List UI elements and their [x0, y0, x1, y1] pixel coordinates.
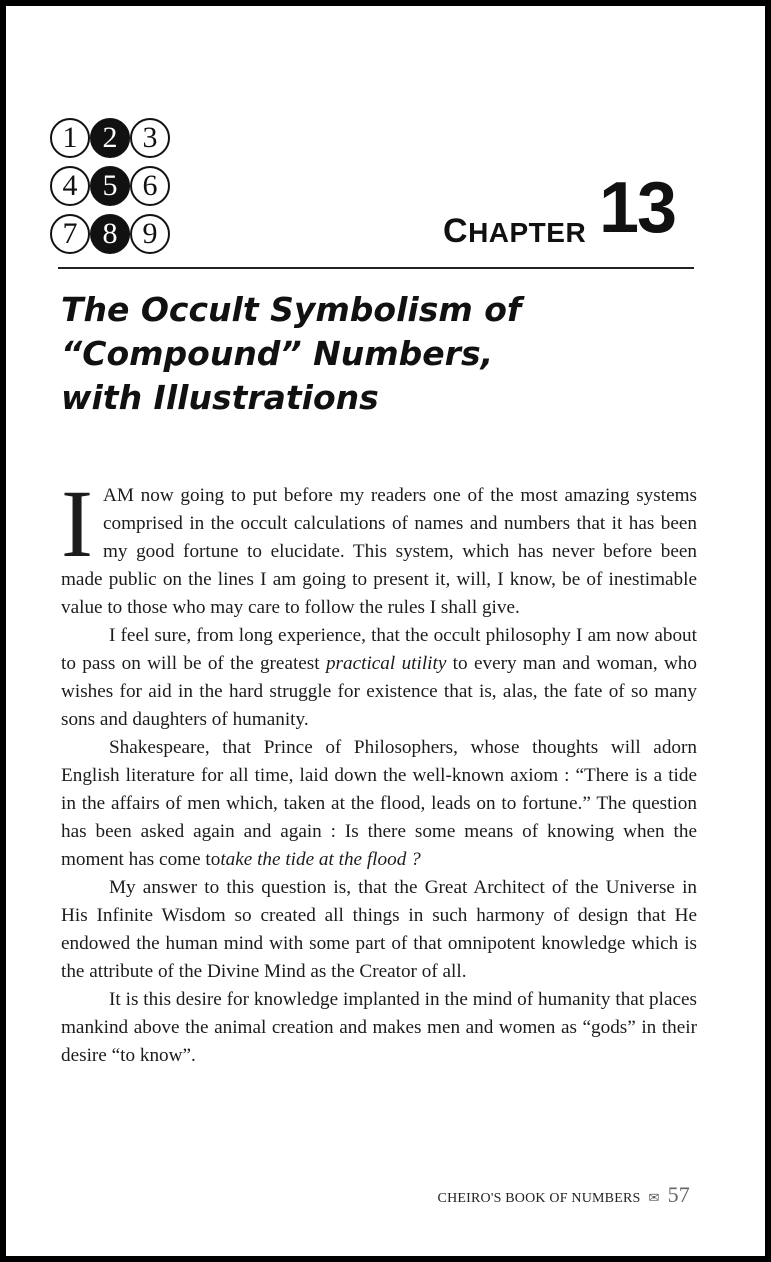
- paragraph-5: It is this desire for knowledge implanted in the mind of humanity that places mankind above the animal creation and makes men and women as “gods” in their desire “to know”.: [61, 989, 697, 1066]
- number-1: 1: [50, 118, 90, 158]
- body-text: [61, 470, 697, 1070]
- paragraph-2: [61, 622, 697, 734]
- chapter-number: 13: [599, 168, 676, 248]
- paragraph-3-emphasis: take the tide at the flood ?: [220, 849, 421, 870]
- chapter-title: [61, 288, 701, 420]
- paragraph-2-text-a: I feel sure, from long experience, that the occult philosophy I am now about to pass on will be of the greatest: [61, 625, 697, 674]
- number-9: 9: [130, 214, 170, 254]
- chapter-label-rest: HAPTER: [468, 217, 587, 248]
- chapter-title-line-1: The Occult Symbolism of: [61, 290, 522, 329]
- paragraph-3-text: Shakespeare, that Prince of Philosophers, whose thoughts will adorn English literature for all time, laid down the well-known axiom : “There is a tide in the affairs of men which, taken at the flood, leads on to fortune.” The question has been asked again and again : Is there some means of knowing when the moment has come to: [61, 737, 697, 870]
- chapter-title-line-2: “Compound” Numbers,: [61, 334, 494, 373]
- paragraph-1-text: AM now going to put before my readers one of the most amazing systems comprised in the occult calculations of names and numbers that it has been my good fortune to elucidate. This system, which has never before been made public on the lines I am going to present it, will, I know, be of inestimable value to those who may care to follow the rules I shall give.: [61, 485, 697, 618]
- number-3: 3: [130, 118, 170, 158]
- page-footer: [438, 1182, 690, 1208]
- number-8: 8: [90, 214, 130, 254]
- chapter-divider: [58, 267, 694, 269]
- number-7: 7: [50, 214, 90, 254]
- number-4: 4: [50, 166, 90, 206]
- number-2: 2: [90, 118, 130, 158]
- paragraph-2-text-b: to every man and woman, who wishes for aid in the hard struggle for existence that is, alas, the fate of so many sons and daughters of humanity.: [61, 653, 697, 730]
- chapter-label-initial: C: [443, 212, 469, 250]
- footer-ornament-icon: ✉: [648, 1190, 660, 1205]
- chapter-label: [443, 212, 586, 251]
- paragraph-1: [61, 470, 697, 622]
- running-footer-title: CHEIRO'S BOOK OF NUMBERS: [437, 1191, 641, 1206]
- number-5: 5: [90, 166, 130, 206]
- page-number: 57: [667, 1182, 690, 1207]
- number-grid: [54, 118, 174, 268]
- drop-cap: I: [61, 470, 93, 577]
- paragraph-3: [61, 734, 697, 874]
- paragraph-4: My answer to this question is, that the Great Architect of the Universe in His Infinite Wisdom so created all things in such harmony of design that He endowed the human mind with some part of that omnipotent knowledge which is the attribute of the Divine Mind as the Creator of all.: [61, 877, 697, 982]
- number-6: 6: [130, 166, 170, 206]
- paragraph-2-emphasis: practical utility: [325, 653, 447, 674]
- chapter-title-line-3: with Illustrations: [61, 378, 379, 417]
